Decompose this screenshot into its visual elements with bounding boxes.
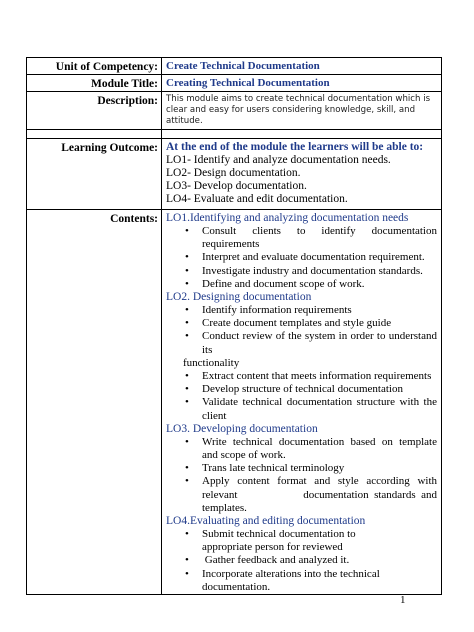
list-item: • Create document templates and style guide — [185, 317, 392, 330]
description-label: Description: — [27, 92, 162, 130]
bullet-icon: • — [185, 277, 189, 290]
bullet-icon: • — [185, 330, 189, 343]
unit-label: Unit of Competency: — [27, 58, 162, 75]
outcome-label: Learning Outcome: — [27, 139, 162, 210]
module-value: Creating Technical Documentation — [162, 75, 442, 92]
list-item: • Incorporate alterations into the technical documentation. — [185, 567, 380, 593]
bullet-icon: • — [185, 251, 189, 264]
bullet-icon: • — [185, 528, 189, 541]
spacer-row — [27, 130, 442, 139]
section-list-lo4 — [166, 528, 437, 594]
bullet-icon: • — [185, 304, 189, 317]
page-number: 1 — [400, 594, 406, 606]
list-item: • Define and document scope of work. — [185, 277, 365, 290]
bullet-icon: • — [185, 317, 189, 330]
description-row — [27, 92, 442, 130]
bullet-icon: • — [185, 435, 189, 448]
outcome-intro: At the end of the module the learners will be able to: — [166, 141, 424, 153]
list-item: • Gather feedback and analyzed it. — [185, 554, 350, 567]
section-title-lo4: LO4.Evaluating and editing documentation — [166, 515, 366, 528]
list-item: • Interpret and evaluate documentation requirement. — [185, 251, 425, 264]
list-item: • Validate technical documentation structure with the client — [185, 396, 437, 422]
bullet-icon: • — [185, 383, 189, 396]
contents-row — [27, 210, 442, 595]
list-item: • Write technical documentation based on template and scope of work. — [185, 435, 437, 462]
outcome-row — [27, 139, 442, 210]
bullet-icon: • — [185, 370, 189, 383]
module-label: Module Title: — [27, 75, 162, 92]
list-item: • Investigate industry and documentation standards. — [185, 264, 423, 277]
outcome-item: LO4- Evaluate and edit documentation. — [166, 193, 348, 205]
unit-value: Create Technical Documentation — [162, 58, 442, 75]
bullet-icon: • — [185, 396, 189, 409]
contents-label: Contents: — [27, 210, 162, 595]
section-list-lo3 — [166, 435, 440, 515]
outcome-item: LO3- Develop documentation. — [166, 180, 307, 192]
list-item: • Trans late technical terminology — [185, 462, 345, 475]
module-row — [27, 75, 442, 92]
unit-row — [27, 58, 442, 75]
bullet-icon: • — [185, 567, 189, 580]
module-table — [26, 57, 442, 595]
bullet-icon: • — [185, 225, 189, 237]
bullet-icon: • — [185, 462, 189, 475]
bullet-icon: • — [185, 475, 189, 488]
list-item: • Submit technical documentation to appropriate person for reviewed — [185, 528, 356, 554]
contents-cell — [162, 210, 442, 595]
section-title-lo3: LO3. Developing documentation — [166, 422, 318, 435]
section-list-lo2 — [166, 304, 437, 423]
list-item: • Extract content that meets information requirements — [185, 370, 432, 383]
section-list-lo1 — [166, 225, 437, 291]
list-item: • Develop structure of technical documentation — [185, 383, 403, 396]
list-item: • Apply content format and style according with relevant documentation standards and templates. — [185, 475, 440, 514]
outcome-item: LO1- Identify and analyze documentation needs. — [166, 154, 391, 166]
section-title-lo2: LO2. Designing documentation — [166, 291, 312, 304]
bullet-icon: • — [185, 554, 189, 567]
bullet-icon: • — [185, 264, 189, 277]
outcome-item: LO2- Design documentation. — [166, 167, 301, 179]
description-text: This module aims to create technical documentation which is clear and easy for users considering knowledge, skill, and attitude. — [166, 94, 431, 126]
list-item: • Conduct review of the system in order to understand its — [185, 330, 437, 356]
list-item: • Consult clients to identify documentation requirements — [185, 225, 437, 251]
list-item-continuation: functionality — [183, 356, 240, 369]
list-item: • Identify information requirements — [185, 304, 352, 317]
section-title-lo1: LO1.Identifying and analyzing documentation needs — [166, 212, 409, 224]
